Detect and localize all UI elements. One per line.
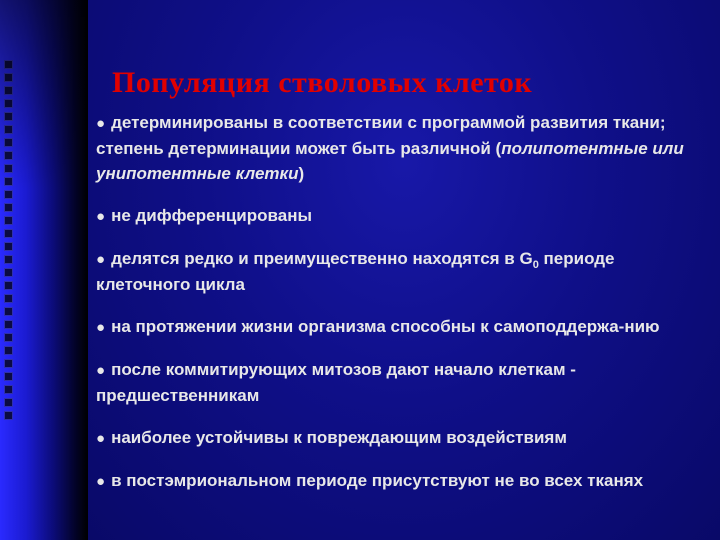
bullet-dot-icon: ● xyxy=(96,115,106,132)
bullet-dot-icon: ● xyxy=(96,208,106,225)
left-decorative-strip xyxy=(0,0,88,540)
bullet-text: в постэмриональном периоде присутствуют не во всех тканях xyxy=(111,471,644,490)
bullet-list xyxy=(96,110,696,511)
bullet-text: делятся редко и преимущественно находятся в G xyxy=(111,249,533,268)
bullet-text-end: ) xyxy=(298,164,305,183)
bullet-item-self-renewal xyxy=(96,314,696,340)
bullet-text: на протяжении жизни организма способны к самоподдержа-нию xyxy=(111,317,660,336)
decorative-square-column xyxy=(4,60,14,460)
bullet-item-rare-division xyxy=(96,246,696,297)
bullet-text-end: периоде клеточного цикла xyxy=(96,249,615,294)
bullet-text: после коммитирующих митозов дают начало клеткам - предшественникам xyxy=(96,360,576,405)
bullet-dot-icon: ● xyxy=(96,319,106,336)
bullet-dot-icon: ● xyxy=(96,473,106,490)
bullet-item-postembryonic xyxy=(96,468,696,494)
bullet-item-undifferentiated xyxy=(96,203,696,229)
bullet-text: наиболее устойчивы к повреждающим воздействиям xyxy=(111,428,567,447)
bullet-text: не дифференцированы xyxy=(111,206,312,225)
subscript-zero: 0 xyxy=(532,259,539,271)
bullet-item-resistant xyxy=(96,425,696,451)
slide-title: Популяция стволовых клеток xyxy=(112,66,533,99)
bullet-item-progenitors xyxy=(96,357,696,408)
bullet-item-determined xyxy=(96,110,696,186)
bullet-italic-text: полипотентные или унипотентные клетки xyxy=(96,139,684,183)
bullet-text: детерминированы в соответствии с программой развития ткани; степень детерминации может быть различной ( xyxy=(96,113,666,158)
bullet-dot-icon: ● xyxy=(96,362,106,379)
bullet-dot-icon: ● xyxy=(96,430,106,447)
bullet-dot-icon: ● xyxy=(96,251,106,268)
